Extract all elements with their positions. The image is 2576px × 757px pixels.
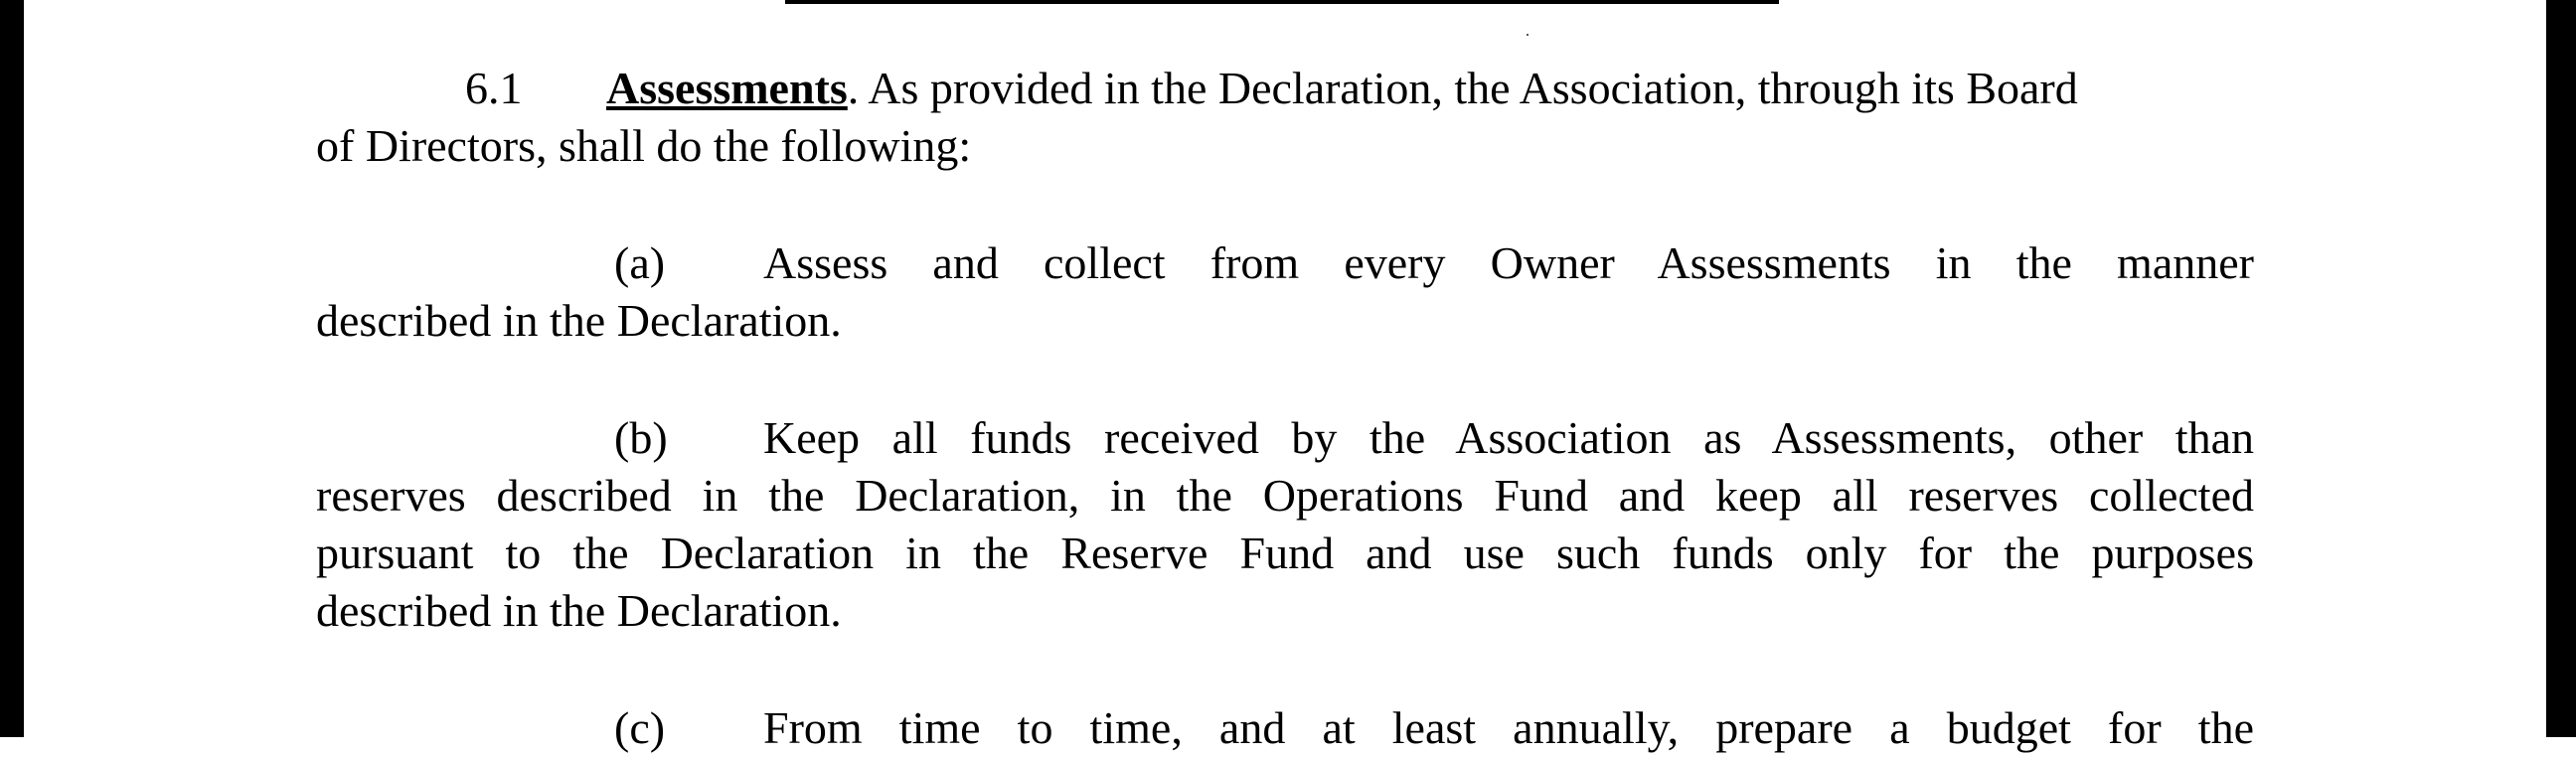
item-c-line-1 [316, 699, 2254, 757]
item-c-text-1: From time to time, and at least annually, prepare a budget for the [763, 702, 2254, 753]
item-b-text-1: Keep all funds received by the Association as Assessments, other than [763, 412, 2254, 463]
item-c-paragraph [316, 699, 2254, 757]
section-heading: Assessments [606, 63, 848, 113]
section-6-1-line-2: of Directors, shall do the following: [316, 120, 972, 171]
section-6-1-line-1 [316, 60, 2254, 117]
item-b-line-1 [316, 409, 2254, 467]
item-a-text-1: Assess and collect from every Owner Assessments in the manner [763, 237, 2254, 288]
scan-right-border [2546, 0, 2576, 737]
item-a-line-2: described in the Declaration. [316, 295, 842, 346]
item-b-line-2: reserves described in the Declaration, in the Operations Fund and keep all reserves collected [316, 470, 2254, 521]
top-horizontal-rule [785, 0, 1779, 4]
item-a-paragraph [316, 234, 2254, 350]
section-number: 6.1 [465, 63, 523, 113]
item-a-label: (a) [614, 237, 666, 288]
item-b-paragraph [316, 409, 2254, 640]
scan-left-border [0, 0, 24, 737]
section-6-1-text: . As provided in the Declaration, the Association, through its Board [847, 63, 2078, 113]
item-b-line-3: pursuant to the Declaration in the Reserve Fund and use such funds only for the purposes [316, 528, 2254, 578]
scan-speck [1527, 34, 1529, 36]
item-c-label: (c) [614, 702, 666, 753]
section-6-1-paragraph [316, 60, 2254, 175]
item-b-line-4: described in the Declaration. [316, 585, 842, 636]
item-a-line-1 [316, 234, 2254, 292]
item-b-label: (b) [614, 412, 668, 463]
